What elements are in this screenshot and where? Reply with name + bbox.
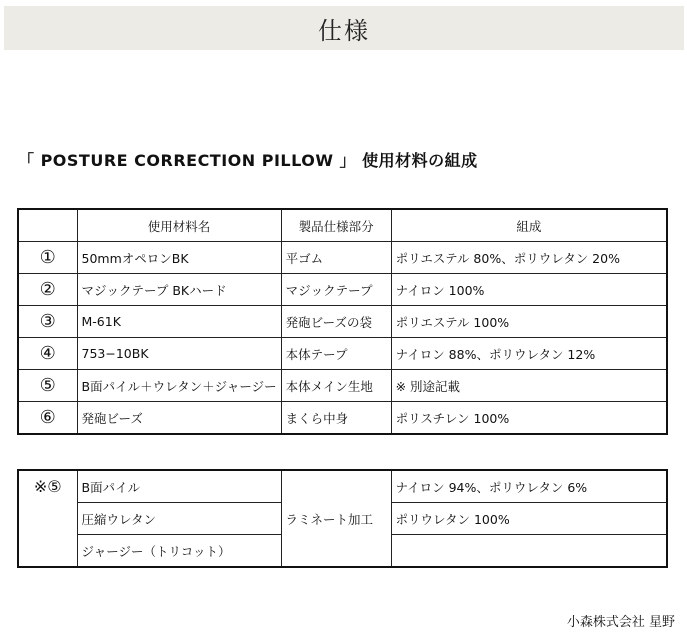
composition: ナイロン 100% — [391, 274, 667, 306]
page-title: 仕様 — [318, 16, 370, 45]
material-name: 753−10BK — [77, 338, 281, 370]
table-row — [18, 242, 667, 274]
header-no — [18, 209, 77, 242]
table-row — [18, 274, 667, 306]
spec-table-header-row — [18, 209, 667, 242]
row-number: ② — [18, 274, 77, 306]
material-name: 50mmオペロンBK — [77, 242, 281, 274]
header-part: 製品仕様部分 — [281, 209, 391, 242]
composition: ※ 別途記載 — [391, 370, 667, 402]
material-name: 発砲ビーズ — [77, 402, 281, 435]
row-number: ④ — [18, 338, 77, 370]
reference-mark: ※⑤ — [18, 470, 77, 567]
material-name: ジャージー（トリコット） — [77, 535, 281, 568]
table-row — [18, 338, 667, 370]
table-row — [18, 370, 667, 402]
row-number: ⑥ — [18, 402, 77, 435]
sub-table — [17, 469, 668, 568]
product-part: まくら中身 — [281, 402, 391, 435]
header-composition: 組成 — [391, 209, 667, 242]
composition: ナイロン 94%、ポリウレタン 6% — [391, 470, 667, 503]
composition: ナイロン 88%、ポリウレタン 12% — [391, 338, 667, 370]
row-number: ③ — [18, 306, 77, 338]
product-part: 発砲ビーズの袋 — [281, 306, 391, 338]
composition: ポリエステル 100% — [391, 306, 667, 338]
header-band — [4, 6, 684, 50]
material-name: マジックテープ BKハード — [77, 274, 281, 306]
material-name: 圧縮ウレタン — [77, 503, 281, 535]
product-part: 平ゴム — [281, 242, 391, 274]
product-part: 本体メイン生地 — [281, 370, 391, 402]
row-number: ① — [18, 242, 77, 274]
table-row — [18, 306, 667, 338]
composition: ポリウレタン 100% — [391, 503, 667, 535]
composition: ポリスチレン 100% — [391, 402, 667, 435]
header-material: 使用材料名 — [77, 209, 281, 242]
composition: ポリエステル 80%、ポリウレタン 20% — [391, 242, 667, 274]
row-number: ⑤ — [18, 370, 77, 402]
table-row — [18, 470, 667, 503]
product-part: マジックテープ — [281, 274, 391, 306]
material-name: B面パイル — [77, 470, 281, 503]
product-part: 本体テープ — [281, 338, 391, 370]
document-title: 「 POSTURE CORRECTION PILLOW 」 使用材料の組成 — [18, 151, 478, 170]
spec-table — [17, 208, 668, 435]
product-part: ラミネート加工 — [281, 470, 391, 567]
table-row — [18, 402, 667, 435]
material-name: B面パイル＋ウレタン＋ジャージー — [77, 370, 281, 402]
company-signature: 小森株式会社 星野 — [566, 615, 675, 630]
material-name: M-61K — [77, 306, 281, 338]
composition — [391, 535, 667, 568]
